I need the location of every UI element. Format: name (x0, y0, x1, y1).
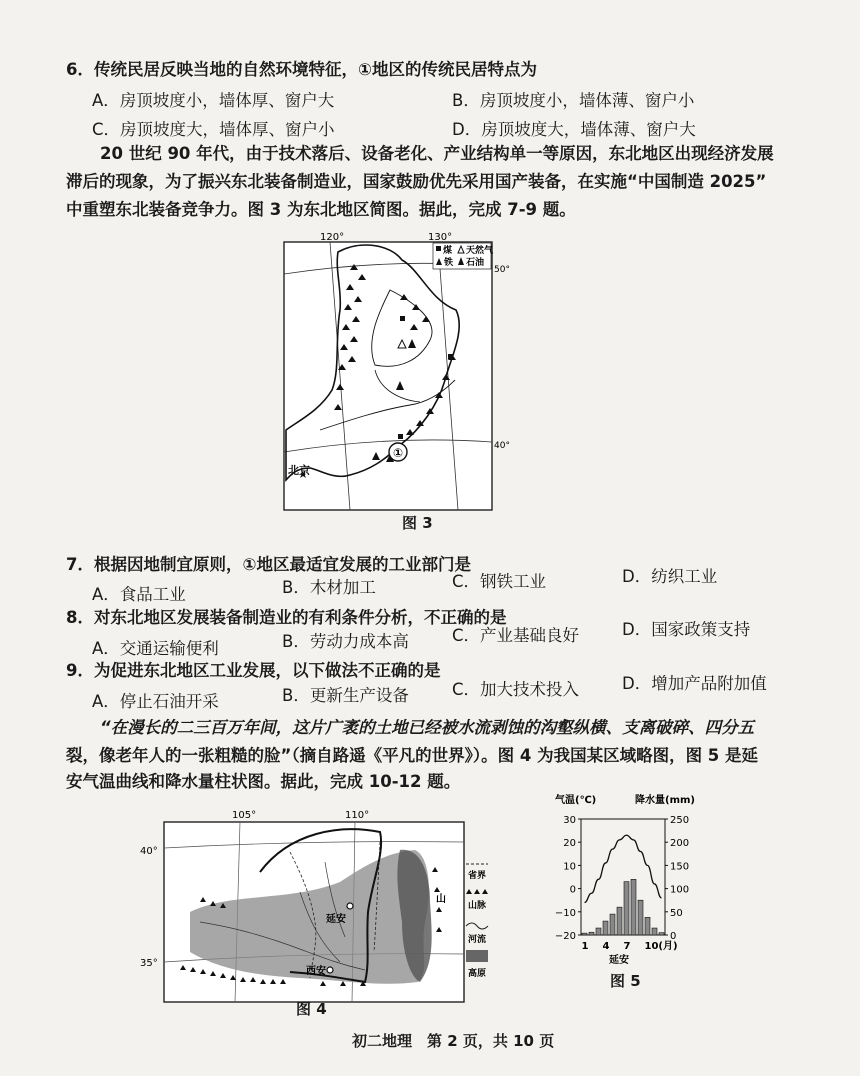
legend-oil: 石油 (466, 258, 485, 268)
temperature-curve (585, 835, 662, 902)
q7-option-a: A．食品工业 (92, 585, 186, 604)
month-tick-label: 7 (623, 941, 631, 952)
q9-stem: 9．为促进东北地区工业发展，以下做法不正确的是 (66, 661, 441, 680)
coal-symbol (400, 316, 405, 321)
q7-option-b: B．木材加工 (282, 578, 376, 597)
precip-bar-8 (631, 879, 636, 935)
precip-bar-4 (603, 921, 608, 935)
lon-130-label: 130° (428, 232, 453, 243)
legend-coal-icon (436, 246, 441, 251)
passage1-line2: 滞后的现象，为了振兴东北装备制造业，国家鼓励优先采用国产装备，在实施“中国制造 2025” (66, 172, 767, 191)
legend-plateau-icon (466, 950, 488, 962)
q9-option-d: D．增加产品附加值 (622, 674, 767, 693)
figure5-climate-chart (545, 785, 720, 965)
passage2-line2: 裂，像老年人的一张粗糙的脸”（摘自路遥《平凡的世界》）。图 4 为我国某区域略图，图 5 是延 (66, 746, 759, 765)
temp-ticks (555, 815, 581, 942)
q7-option-d: D．纺织工业 (622, 567, 718, 586)
month-tick-label: 10(月) (644, 941, 678, 952)
q8-option-a: A．交通运输便利 (92, 639, 219, 658)
lat-50-label: 50° (494, 265, 510, 275)
xian-label: 西安 (306, 966, 326, 977)
temp-tick-label: 0 (569, 884, 576, 896)
precip-bar-12 (659, 933, 664, 935)
lon-120-label: 120° (320, 232, 345, 243)
passage2-line3: 安气温曲线和降水量柱状图。据此，完成 10-12 题。 (66, 772, 461, 791)
legend-river: 河流 (468, 935, 487, 945)
temp-tick-label: 30 (563, 815, 576, 826)
q8-option-c: C．产业基础良好 (452, 626, 580, 645)
temp-tick-label: 20 (563, 838, 576, 850)
q6-option-d: D．房顶坡度大，墙体薄、窗户大 (452, 120, 696, 139)
precip-tick-label: 250 (670, 815, 690, 826)
precip-bar-1 (582, 933, 587, 935)
precip-bar-2 (589, 932, 594, 935)
lon-110-label: 110° (345, 810, 370, 821)
legend-coal: 煤 (443, 246, 453, 256)
station-label: 延安 (609, 955, 629, 965)
precip-tick-label: 50 (670, 907, 683, 919)
q6-option-b: B．房顶坡度小，墙体薄、窗户小 (452, 91, 695, 110)
yanan-city-dot (347, 903, 353, 909)
temp-tick-label: 10 (563, 861, 576, 873)
precip-tick-label: 200 (670, 838, 690, 850)
legend-mountain-icon (466, 889, 488, 894)
precip-bar-5 (610, 914, 615, 935)
q9-option-a: A．停止石油开采 (92, 692, 219, 711)
q9-option-c: C．加大技术投入 (452, 680, 580, 699)
lat-40-label: 40° (494, 441, 510, 451)
q6-option-a: A．房顶坡度小，墙体厚、窗户大 (92, 91, 335, 110)
figure3-map (280, 230, 510, 530)
legend-border: 省界 (468, 871, 487, 881)
month-tick-label: 4 (602, 941, 610, 952)
plot-frame (581, 819, 665, 935)
precip-axis-label: 降水量(mm) (635, 795, 695, 806)
legend-mountain: 山脉 (468, 901, 487, 911)
q8-option-d: D．国家政策支持 (622, 620, 751, 639)
legend-plateau: 高原 (468, 969, 487, 979)
legend-river-icon (466, 923, 488, 929)
temp-tick-label: −20 (554, 931, 576, 942)
lat-40-label: 40° (140, 846, 158, 857)
passage2-line1: “在漫长的二三百万年间，这片广袤的土地已经被水流剥蚀的沟壑纵横、支离破碎、四分五 (100, 718, 755, 737)
precip-bar-11 (652, 928, 657, 935)
month-tick-label: 1 (581, 941, 589, 952)
precip-ticks (665, 815, 689, 942)
precip-bar-6 (617, 907, 622, 935)
lon-105-label: 105° (232, 810, 257, 821)
region-1-label: ① (393, 446, 404, 460)
precip-bar-10 (645, 917, 650, 935)
yanan-label: 延安 (326, 914, 346, 925)
month-ticks (582, 939, 678, 952)
q6-stem: 6．传统民居反映当地的自然环境特征，①地区的传统民居特点为 (66, 60, 537, 79)
precip-bar-3 (596, 928, 601, 935)
q6-option-c: C．房顶坡度大，墙体厚、窗户小 (92, 120, 335, 139)
xian-city-dot (327, 967, 333, 973)
q8-stem: 8．对东北地区发展装备制造业的有利条件分析，不正确的是 (66, 608, 507, 627)
coal-symbol (398, 434, 403, 439)
lat-35-label: 35° (140, 958, 158, 969)
precip-tick-label: 0 (670, 931, 677, 942)
beijing-label: 北京 (288, 464, 310, 477)
figure4-map (140, 802, 490, 1027)
figure4-caption: 图 4 (296, 1000, 327, 1018)
legend-iron: 铁 (444, 258, 454, 268)
figure3-caption: 图 3 (402, 514, 433, 532)
precip-bar-9 (638, 900, 643, 935)
precip-tick-label: 100 (670, 884, 690, 896)
q8-option-b: B．劳动力成本高 (282, 632, 409, 651)
precip-bar-7 (624, 882, 629, 935)
passage1-line1: 20 世纪 90 年代，由于技术落后、设备老化、产业结构单一等原因，东北地区出现经济发展 (100, 144, 774, 163)
coal-symbol (448, 354, 453, 359)
q7-stem: 7．根据因地制宜原则，①地区最适宜发展的工业部门是 (66, 555, 471, 574)
figure5-caption: 图 5 (610, 972, 641, 990)
q7-option-c: C．钢铁工业 (452, 572, 547, 591)
page-footer: 初二地理 第 2 页，共 10 页 (352, 1032, 555, 1050)
precip-tick-label: 150 (670, 861, 690, 873)
temp-axis-label: 气温(℃) (555, 795, 597, 806)
temp-tick-label: −10 (554, 907, 576, 919)
q9-option-b: B．更新生产设备 (282, 686, 409, 705)
legend-gas: 天然气 (466, 246, 494, 256)
mountain-name-label: 山 (436, 894, 446, 905)
passage1-line3: 中重塑东北装备竞争力。图 3 为东北地区简图。据此，完成 7-9 题。 (66, 200, 576, 219)
